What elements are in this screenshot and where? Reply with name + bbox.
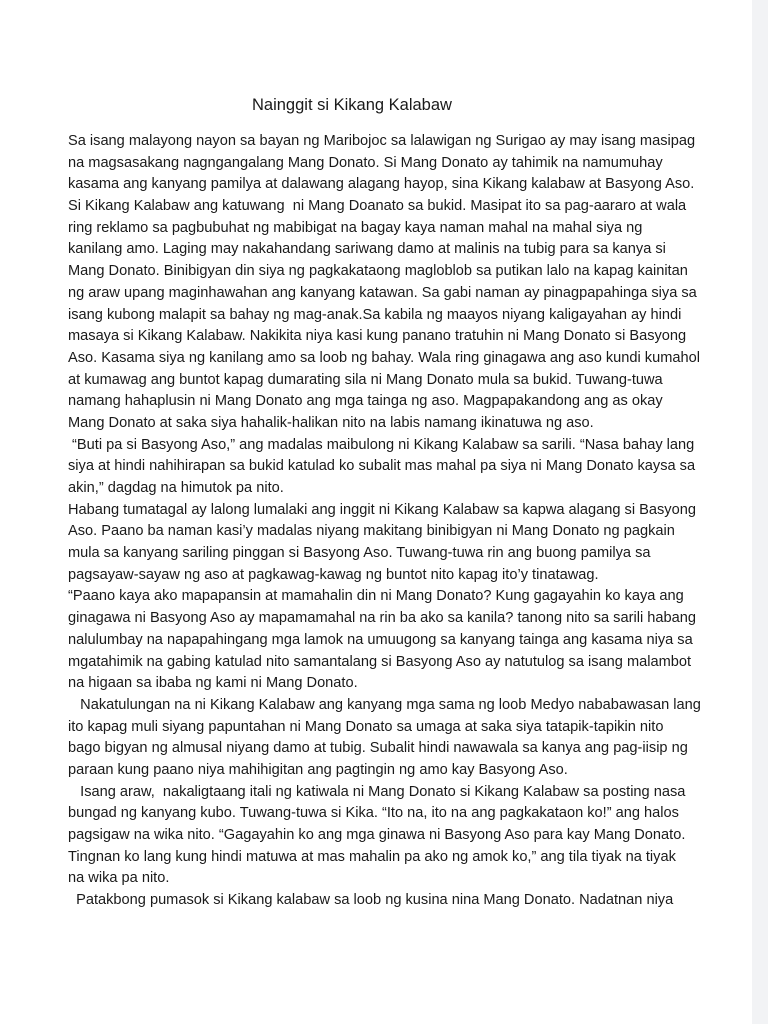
text-line: kanilang amo. Laging may nakahandang sariwang damo at malinis na tubig para sa kanya si (68, 241, 666, 258)
text-line: kasama ang kanyang pamilya at dalawang alagang hayop, sina Kikang kalabaw at Basyong Aso. (68, 176, 695, 193)
text-line: isang kubong malapit sa bahay ng mag-anak.Sa kabila ng maayos niyang kaligayahan ay hindi (68, 306, 682, 323)
text-line: pagsigaw na wika nito. “Gagayahin ko ang mga ginawa ni Basyong Aso para kay Mang Donato. (68, 827, 686, 843)
text-line: ring reklamo sa pagbubuhat ng mabibigat na bagay kaya naman mahal na mahal siya ng (68, 219, 643, 236)
text-line: ng araw upang maginhawahan ang kanyang katawan. Sa gabi naman ay pinagpapahinga siya sa (68, 284, 697, 301)
text-line: siya at hindi nahihirapan sa bukid katulad ko subalit mas mahal pa siya ni Mang Donato kaysa sa (68, 458, 696, 475)
story-body (68, 131, 708, 912)
text-line: Habang tumatagal ay lalong lumalaki ang inggit ni Kikang Kalabaw sa kapwa alagang si Basyong (68, 501, 696, 518)
text-line: Nakatulungan na ni Kikang Kalabaw ang kanyang mga sama ng loob Medyo nababawasan lang (68, 696, 701, 713)
text-line: Sa isang malayong nayon sa bayan ng Maribojoc sa lalawigan ng Surigao ay may isang masipag (68, 133, 696, 149)
text-line: “Paano kaya ako mapapansin at mamahalin din ni Mang Donato? Kung gagayahin ko kaya ang (68, 588, 684, 605)
text-line: na higaan sa ibaba ng kami ni Mang Donato. (68, 675, 358, 692)
text-line: nalulumbay na napapahingang mga lamok na umuugong sa kanyang tainga ang kasama niya sa (68, 631, 693, 648)
text-line: bago bigyan ng almusal niyang damo at tubig. Subalit hindi nawawala sa kanya ang pag-iisip ng (68, 740, 688, 757)
text-line: ito kapag muli siyang papuntahan ni Mang Donato sa umaga at saka siya tatapik-tapikin nito (68, 718, 664, 735)
text-line: “Buti pa si Basyong Aso,” ang madalas maibulong ni Kikang Kalabaw sa sarili. “Nasa bahay lang (68, 436, 695, 453)
text-line: mgatahimik na gabing katulad nito samantalang si Basyong Aso ay natutulog sa isang malambot (68, 653, 692, 670)
text-line: na wika pa nito. (68, 870, 170, 887)
text-line: paraan kung paano niya mahihigitan ang pagtingin ng amo kay Basyong Aso. (68, 761, 568, 778)
text-line: Mang Donato at saka siya hahalik-halikan nito na labis namang ikinatuwa ng aso. (68, 414, 594, 431)
text-line: Mang Donato. Binibigyan din siya ng pagkakataong magloblob sa putikan lalo na kapag kainitan (68, 263, 688, 280)
text-line: Isang araw, nakaligtaang itali ng katiwala ni Mang Donato si Kikang Kalabaw sa posting nasa (68, 783, 686, 800)
text-line: namang hahaplusin ni Mang Donato ang mga tainga ng aso. Magpapakandong ang as okay (68, 393, 663, 410)
text-line: Patakbong pumasok si Kikang kalabaw sa loob ng kusina nina Mang Donato. Nadatnan niya (68, 892, 674, 909)
text-line: ginagawa ni Basyong Aso ay mapamamahal na rin ba ako sa kanila? tanong nito sa sarili habang (68, 610, 696, 627)
text-line: Aso. Kasama siya ng kanilang amo sa loob ng bahay. Wala ring ginagawa ang aso kundi kumahol (68, 349, 700, 366)
text-line: Aso. Paano ba naman kasi’y madalas niyang makitang binibigyan ni Mang Donato ng pagkain (68, 523, 675, 540)
text-line: mula sa kanyang sariling pinggan si Basyong Aso. Tuwang-tuwa rin ang buong pamilya sa (68, 545, 651, 562)
text-line: at kumawag ang buntot kapag dumarating sila ni Mang Donato mula sa bukid. Tuwang-tuwa (68, 371, 663, 388)
text-line: na magsasakang nagngangalang Mang Donato. Si Mang Donato ay tahimik na namumuhay (68, 154, 663, 171)
text-line: Tingnan ko lang kung hindi matuwa at mas mahalin pa ako ng amok ko,” ang tila tiyak na tiyak (68, 848, 676, 865)
text-line: bungad ng kanyang kubo. Tuwang-tuwa si Kika. “Ito na, ito na ang pagkakataon ko!” ang halos (68, 805, 679, 822)
page-margin-strip (752, 0, 768, 1024)
text-line: Si Kikang Kalabaw ang katuwang ni Mang Doanato sa bukid. Masipat ito sa pag-aararo at wala (68, 198, 687, 215)
text-line: masaya si Kikang Kalabaw. Nakikita niya kasi kung panano tratuhin ni Mang Donato si Basyong (68, 328, 687, 345)
text-line: akin,” dagdag na himutok pa nito. (68, 480, 284, 496)
text-line: pagsayaw-sayaw ng aso at pagkawag-kawag ng buntot nito kapag ito’y tinatawag. (68, 566, 599, 583)
story-title: Nainggit si Kikang Kalabaw (252, 96, 452, 114)
